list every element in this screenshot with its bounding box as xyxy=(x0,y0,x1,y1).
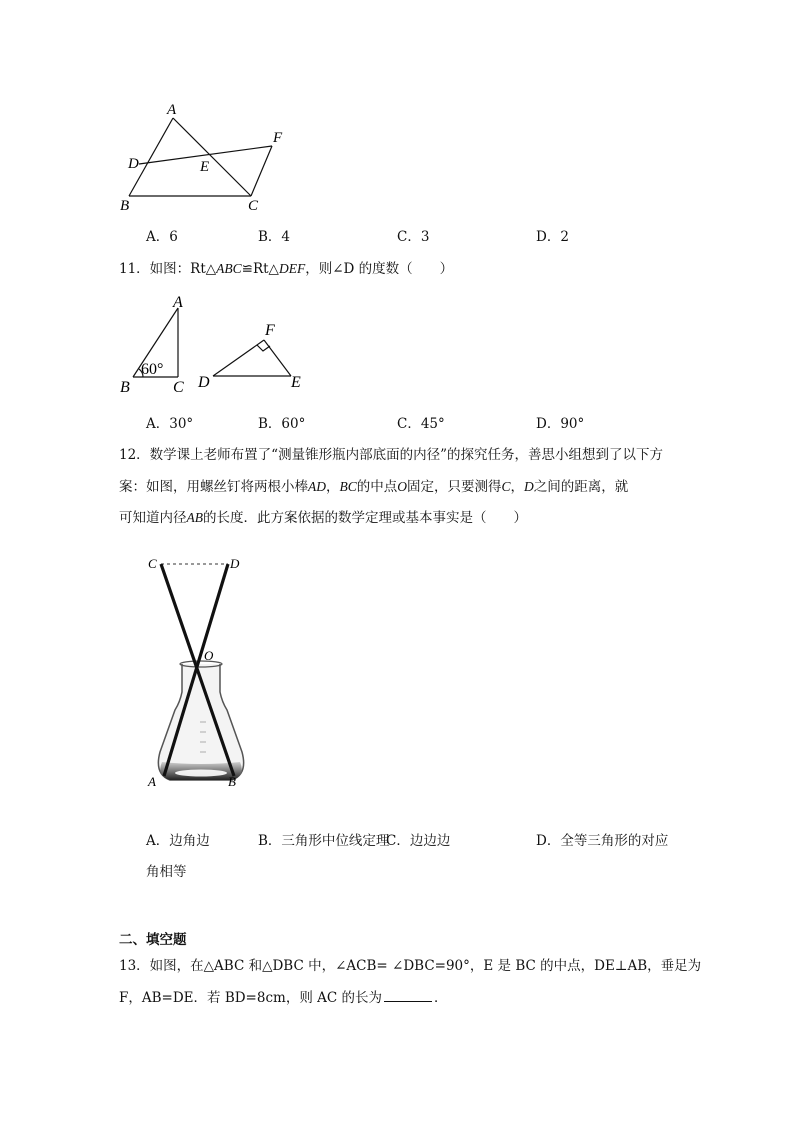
q13-text: F，AB=DE．若 BD=8cm，则 AC 的长为 xyxy=(119,990,382,1006)
q12-option-b: B．三角形中位线定理 xyxy=(258,833,390,849)
q11-stem-prefix: 11．如图：Rt△ xyxy=(119,261,217,277)
q13-text-end: ． xyxy=(434,990,448,1006)
q10-option-b: B．4 xyxy=(258,229,291,245)
q11-angle-label: 60° xyxy=(141,361,164,378)
q13-answer-blank[interactable] xyxy=(384,989,432,1002)
q12-label-o: O xyxy=(204,648,214,663)
q10-figure xyxy=(110,98,310,218)
q12-bc: BC xyxy=(339,479,357,494)
q12-text: 的中点 xyxy=(356,479,398,495)
q12-text: ， xyxy=(326,479,340,495)
q12-line-3 xyxy=(119,508,527,528)
q12-option-d-wrap: 角相等 xyxy=(146,864,187,880)
q12-text: ， xyxy=(510,479,525,495)
q12-text: 之间的距离，就 xyxy=(533,479,629,495)
q11-label-b: B xyxy=(120,379,130,396)
q11-label-f: F xyxy=(265,322,275,339)
q10-option-d: D．2 xyxy=(536,229,569,245)
q12-ab: AB xyxy=(186,510,203,525)
q11-label-c: C xyxy=(173,379,184,396)
q11-figure xyxy=(112,290,322,400)
q11-option-b: B．60° xyxy=(258,416,306,432)
q11-stem-suffix: ，则∠D 的度数（ ） xyxy=(305,261,454,277)
q12-label-b: B xyxy=(228,774,236,789)
q12-option-a: A．边角边 xyxy=(146,833,210,849)
q10-label-b: B xyxy=(120,198,130,214)
q11-option-d: D．90° xyxy=(536,416,585,432)
q11-abc: ABC xyxy=(216,261,242,276)
q12-ad: AD xyxy=(308,479,326,494)
q12-d: D xyxy=(524,479,534,494)
q10-label-f: F xyxy=(273,130,283,146)
q11-label-e: E xyxy=(291,374,301,391)
q11-label-a: A xyxy=(173,294,183,311)
q12-c: C xyxy=(501,479,511,494)
q10-label-e: E xyxy=(200,159,210,175)
q12-o: O xyxy=(397,479,408,494)
q13-line-1: 13．如图，在△ABC 和△DBC 中，∠ACB= ∠DBC=90°，E 是 BC 的中点，DE⊥AB，垂足为 xyxy=(119,958,702,974)
q10-option-a: A．6 xyxy=(146,229,178,245)
q12-text: 的长度．此方案依据的数学定理或基本事实是（ ） xyxy=(203,510,527,526)
q11-cong: ≌Rt△ xyxy=(241,261,279,277)
q11-label-d: D xyxy=(198,374,210,391)
q12-flask-figure xyxy=(140,552,260,792)
q12-option-c: C．边边边 xyxy=(386,833,451,849)
q12-text: 案：如图，用螺丝钉将两根小棒 xyxy=(119,479,308,495)
q12-text: 固定，只要测得 xyxy=(407,479,502,495)
q12-label-a: A xyxy=(148,774,156,789)
q12-line-1: 12．数学课上老师布置了“测量锥形瓶内部底面的内径”的探究任务，善思小组想到了以下方 xyxy=(119,447,663,463)
q12-option-d: D．全等三角形的对应 xyxy=(536,833,669,849)
q11-stem xyxy=(119,259,453,279)
q10-label-a: A xyxy=(167,102,177,118)
q12-text: 可知道内径 xyxy=(119,510,187,526)
q11-option-a: A．30° xyxy=(146,416,194,432)
q11-option-c: C．45° xyxy=(397,416,445,432)
q12-label-c: C xyxy=(148,556,157,571)
q11-def: DEF xyxy=(278,261,306,276)
q10-label-c: C xyxy=(248,198,259,214)
q12-label-d: D xyxy=(230,556,240,571)
q12-line-2 xyxy=(119,477,628,497)
section-title: 二、填空题 xyxy=(119,932,187,948)
q10-label-d: D xyxy=(128,156,139,172)
q10-option-c: C．3 xyxy=(397,229,430,245)
q13-line-2 xyxy=(119,988,448,1008)
